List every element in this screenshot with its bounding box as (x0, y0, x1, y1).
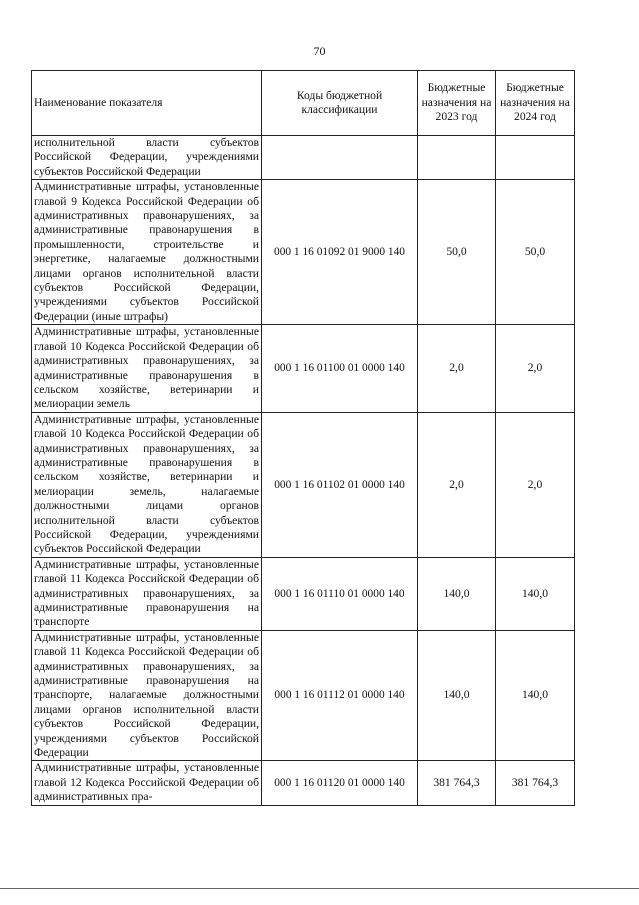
row-budget-code (262, 136, 418, 180)
row-budget-code: 000 1 16 01110 01 0000 140 (262, 557, 418, 630)
table-row (32, 412, 575, 557)
row-indicator-name: исполнительной власти субъектов Российской Федерации, учреждениями субъектов Российской Федерации (32, 136, 262, 180)
row-indicator-name: Административные штрафы, установленные главой 10 Кодекса Российской Федерации об административных правонарушениях, за административные правонарушения в сельском хозяйстве, ветеринарии и мелиорации земель (32, 325, 262, 412)
table-header-row (32, 71, 575, 136)
table-row (32, 761, 575, 805)
row-budget-code: 000 1 16 01120 01 0000 140 (262, 761, 418, 805)
row-value-2024: 2,0 (496, 412, 575, 557)
table-row (32, 557, 575, 630)
row-value-2023: 140,0 (418, 630, 496, 761)
row-value-2023: 2,0 (418, 412, 496, 557)
row-value-2024: 140,0 (496, 630, 575, 761)
row-indicator-name: Административные штрафы, установленные главой 9 Кодекса Российской Федерации об административных правонарушениях, за административные правонарушения в промышленности, строительстве и энергетике, налагаемые должностными лицами органов исполнительной власти субъектов Российской Федерации, учреждениями субъектов Российской Федерации (иные штрафы) (32, 180, 262, 325)
budget-table (31, 70, 575, 806)
header-indicator-name: Наименование показателя (32, 71, 262, 136)
table-row (32, 136, 575, 180)
table-row (32, 630, 575, 761)
page-bottom-rule (0, 888, 639, 889)
page-number: 70 (313, 44, 326, 58)
header-budget-2024: Бюджетные назначения на 2024 год (496, 71, 575, 136)
row-value-2024: 381 764,3 (496, 761, 575, 805)
table-row (32, 180, 575, 325)
row-budget-code: 000 1 16 01100 01 0000 140 (262, 325, 418, 412)
header-budget-2023: Бюджетные назначения на 2023 год (418, 71, 496, 136)
row-value-2023: 2,0 (418, 325, 496, 412)
row-indicator-name: Административные штрафы, установленные главой 11 Кодекса Российской Федерации об административных правонарушениях, за административные правонарушения на транспорте (32, 557, 262, 630)
row-value-2024: 140,0 (496, 557, 575, 630)
row-indicator-name: Административные штрафы, установленные главой 11 Кодекса Российской Федерации об административных правонарушениях, за административные правонарушения на транспорте, налагаемые должностными лицами органов исполнительной власти субъектов Российской Федерации, учреждениями субъектов Российской Федерации (32, 630, 262, 761)
row-budget-code: 000 1 16 01112 01 0000 140 (262, 630, 418, 761)
row-value-2023: 50,0 (418, 180, 496, 325)
row-value-2024: 50,0 (496, 180, 575, 325)
row-indicator-name: Административные штрафы, установленные главой 10 Кодекса Российской Федерации об административных правонарушениях, за административные правонарушения в сельском хозяйстве, ветеринарии и мелиорации земель, налагаемые должностными лицами органов исполнительной власти субъектов Российской Федерации, учреждениями субъектов Российской Федерации (32, 412, 262, 557)
row-value-2023: 140,0 (418, 557, 496, 630)
row-value-2023 (418, 136, 496, 180)
header-budget-code: Коды бюджетной классификации (262, 71, 418, 136)
row-value-2023: 381 764,3 (418, 761, 496, 805)
row-value-2024: 2,0 (496, 325, 575, 412)
row-budget-code: 000 1 16 01102 01 0000 140 (262, 412, 418, 557)
row-value-2024 (496, 136, 575, 180)
row-indicator-name: Административные штрафы, установленные главой 12 Кодекса Российской Федерации об административных пра- (32, 761, 262, 805)
table-row (32, 325, 575, 412)
row-budget-code: 000 1 16 01092 01 9000 140 (262, 180, 418, 325)
